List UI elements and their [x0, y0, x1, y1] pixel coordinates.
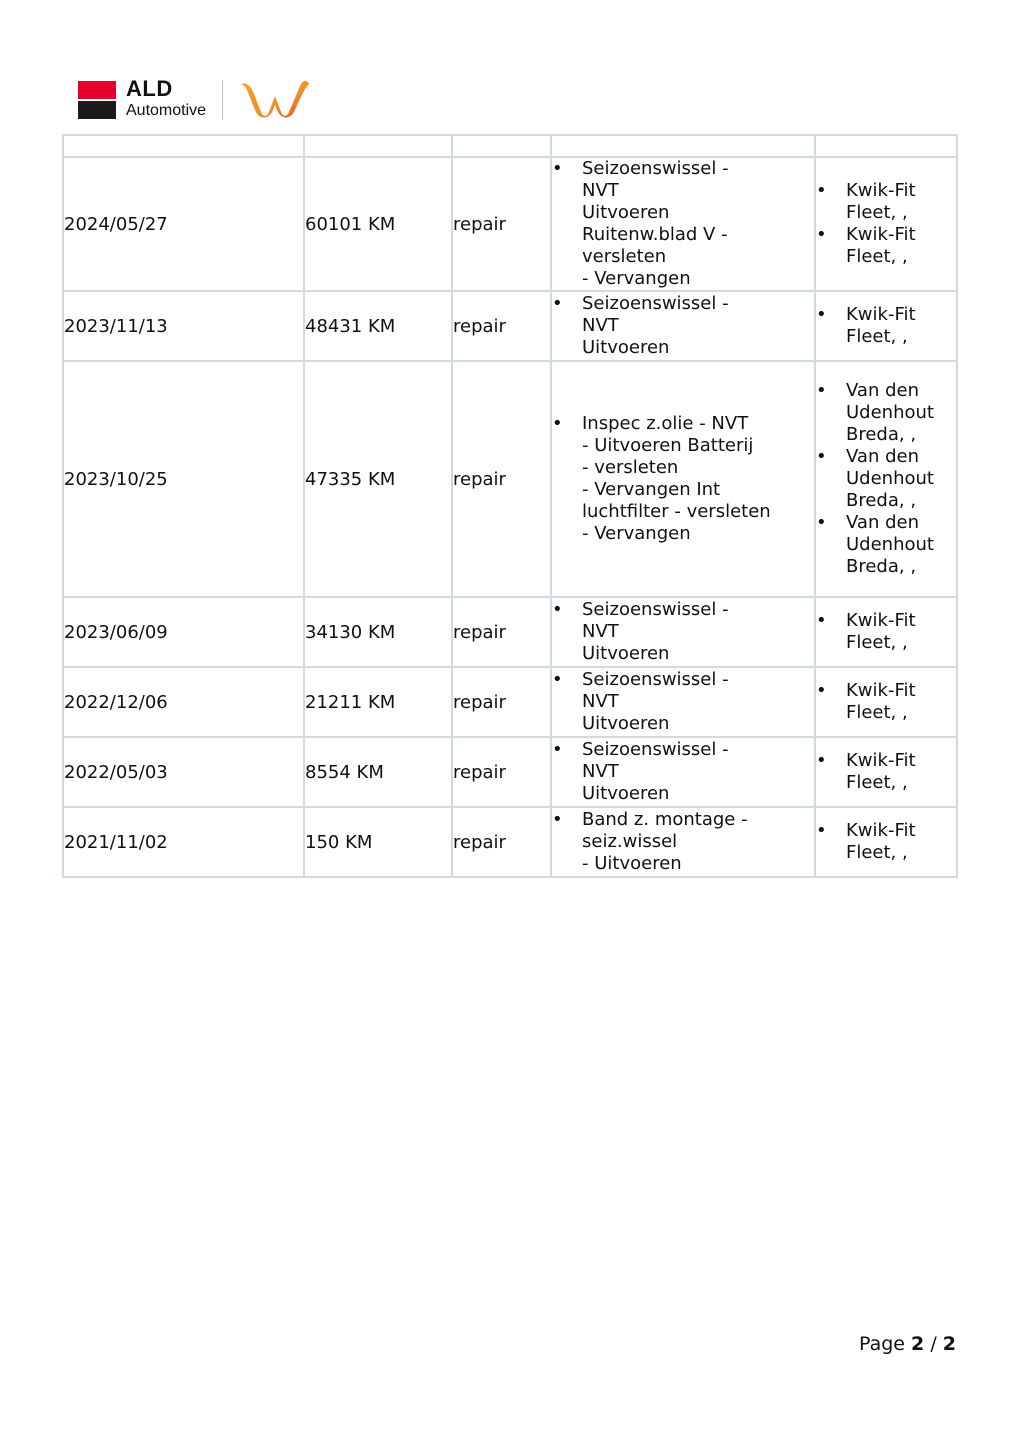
description-list	[552, 158, 814, 290]
type-cell: repair	[452, 807, 551, 877]
supplier-item	[816, 750, 956, 794]
km-cell: 60101 KM	[304, 157, 452, 291]
supplier-item	[816, 180, 956, 224]
description-cell	[551, 291, 815, 361]
supplier-cell	[815, 291, 957, 361]
supplier-item	[816, 380, 956, 446]
ald-name: ALD	[126, 75, 173, 101]
supplier-line: Kwik-Fit	[846, 750, 916, 771]
leaseplan-logo	[239, 76, 311, 120]
table-row	[63, 737, 957, 807]
supplier-line: Fleet, ,	[846, 842, 908, 863]
table-row	[63, 361, 957, 597]
supplier-item	[816, 224, 956, 268]
supplier-line: Fleet, ,	[846, 326, 908, 347]
page-separator: /	[930, 1333, 937, 1355]
supplier-line: Kwik-Fit	[846, 304, 916, 325]
date-cell: 2023/11/13	[63, 291, 304, 361]
supplier-cell	[815, 667, 957, 737]
leaseplan-logo-text: LeasePlan	[258, 87, 293, 106]
supplier-line: Kwik-Fit	[846, 820, 916, 841]
supplier-list	[816, 820, 956, 864]
supplier-list	[816, 680, 956, 724]
ald-subtitle: Automotive	[126, 101, 207, 119]
supplier-line: Fleet, ,	[846, 246, 908, 267]
description-line: - versleten	[582, 457, 679, 478]
table-row	[63, 291, 957, 361]
type-cell: repair	[452, 737, 551, 807]
km-cell: 47335 KM	[304, 361, 452, 597]
maintenance-history-table	[62, 134, 958, 878]
page-current: 2	[911, 1333, 925, 1355]
bullet-icon: •	[816, 380, 827, 401]
supplier-line: Breda, ,	[846, 556, 917, 577]
description-line: NVT	[582, 315, 619, 336]
description-line: Seizoenswissel -	[582, 599, 729, 620]
header-cell-km	[304, 135, 452, 157]
supplier-line: Udenhout	[846, 468, 934, 489]
description-cell	[551, 361, 815, 597]
description-line: - Uitvoeren	[582, 853, 682, 874]
description-line: Uitvoeren	[582, 337, 670, 358]
bullet-icon: •	[552, 809, 563, 830]
page-label: Page	[858, 1333, 905, 1355]
km-cell: 34130 KM	[304, 597, 452, 667]
supplier-line: Fleet, ,	[846, 202, 908, 223]
description-list	[552, 293, 814, 359]
supplier-list	[816, 610, 956, 654]
supplier-line: Van den	[846, 512, 919, 533]
supplier-line: Breda, ,	[846, 490, 917, 511]
bullet-icon: •	[816, 750, 827, 771]
km-cell: 8554 KM	[304, 737, 452, 807]
description-cell	[551, 597, 815, 667]
description-item	[552, 809, 814, 875]
ald-logo-text	[126, 75, 207, 119]
description-item	[552, 669, 814, 735]
description-item	[552, 413, 814, 545]
bullet-icon: •	[816, 512, 827, 533]
description-line: Ruitenw.blad V -	[582, 224, 728, 245]
supplier-line: Fleet, ,	[846, 772, 908, 793]
supplier-cell	[815, 597, 957, 667]
date-cell: 2024/05/27	[63, 157, 304, 291]
supplier-line: Udenhout	[846, 402, 934, 423]
description-line: Uitvoeren	[582, 713, 670, 734]
description-line: - Vervangen	[582, 268, 691, 289]
description-line: Seizoenswissel -	[582, 293, 729, 314]
table-header-row	[63, 135, 957, 157]
supplier-line: Kwik-Fit	[846, 180, 916, 201]
km-cell: 48431 KM	[304, 291, 452, 361]
description-line: NVT	[582, 691, 619, 712]
description-line: Seizoenswissel -	[582, 158, 729, 179]
table-row	[63, 807, 957, 877]
type-cell: repair	[452, 361, 551, 597]
km-cell: 150 KM	[304, 807, 452, 877]
description-list	[552, 809, 814, 875]
supplier-cell	[815, 157, 957, 291]
table-row	[63, 157, 957, 291]
type-cell: repair	[452, 157, 551, 291]
date-cell: 2022/12/06	[63, 667, 304, 737]
table-row	[63, 597, 957, 667]
type-cell: repair	[452, 597, 551, 667]
logo-divider	[222, 80, 223, 120]
supplier-list	[816, 380, 956, 578]
header-cell-description	[551, 135, 815, 157]
date-cell: 2023/10/25	[63, 361, 304, 597]
supplier-line: Kwik-Fit	[846, 610, 916, 631]
supplier-item	[816, 512, 956, 578]
description-item	[552, 158, 814, 290]
description-line: Uitvoeren	[582, 202, 670, 223]
bullet-icon: •	[552, 158, 563, 179]
supplier-item	[816, 680, 956, 724]
bullet-icon: •	[816, 820, 827, 841]
description-line: NVT	[582, 761, 619, 782]
description-line: Band z. montage -	[582, 809, 748, 830]
bullet-icon: •	[552, 599, 563, 620]
ald-logo-mark	[78, 81, 116, 119]
description-cell	[551, 737, 815, 807]
km-cell: 21211 KM	[304, 667, 452, 737]
description-line: Uitvoeren	[582, 783, 670, 804]
description-cell	[551, 157, 815, 291]
supplier-cell	[815, 361, 957, 597]
supplier-item	[816, 610, 956, 654]
header-cell-date	[63, 135, 304, 157]
bullet-icon: •	[552, 669, 563, 690]
bullet-icon: •	[552, 293, 563, 314]
supplier-line: Kwik-Fit	[846, 680, 916, 701]
description-item	[552, 599, 814, 665]
description-line: Seizoenswissel -	[582, 739, 729, 760]
supplier-line: Fleet, ,	[846, 632, 908, 653]
supplier-item	[816, 820, 956, 864]
bullet-icon: •	[816, 224, 827, 245]
supplier-line: Fleet, ,	[846, 702, 908, 723]
supplier-line: Van den	[846, 446, 919, 467]
description-list	[552, 599, 814, 665]
description-line: - Vervangen	[582, 523, 691, 544]
supplier-item	[816, 446, 956, 512]
bullet-icon: •	[816, 304, 827, 325]
bullet-icon: •	[552, 739, 563, 760]
description-line: Inspec z.olie - NVT	[582, 413, 749, 434]
description-item	[552, 739, 814, 805]
description-item	[552, 293, 814, 359]
page-total: 2	[942, 1333, 956, 1355]
supplier-list	[816, 750, 956, 794]
description-list	[552, 739, 814, 805]
date-cell: 2022/05/03	[63, 737, 304, 807]
type-cell: repair	[452, 667, 551, 737]
description-line: versleten	[582, 246, 667, 267]
description-line: - Vervangen Int	[582, 479, 721, 500]
description-line: NVT	[582, 621, 619, 642]
supplier-list	[816, 304, 956, 348]
description-line: seiz.wissel	[582, 831, 678, 852]
type-cell: repair	[452, 291, 551, 361]
table-row	[63, 667, 957, 737]
header-logos	[78, 76, 311, 120]
description-list	[552, 669, 814, 735]
supplier-line: Van den	[846, 380, 919, 401]
description-line: NVT	[582, 180, 619, 201]
supplier-list	[816, 180, 956, 268]
supplier-item	[816, 304, 956, 348]
description-list	[552, 413, 814, 545]
description-cell	[551, 807, 815, 877]
page-number	[859, 1333, 956, 1355]
description-line: - Uitvoeren Batterij	[582, 435, 754, 456]
supplier-line: Breda, ,	[846, 424, 917, 445]
header-cell-type	[452, 135, 551, 157]
date-cell: 2023/06/09	[63, 597, 304, 667]
bullet-icon: •	[816, 446, 827, 467]
description-cell	[551, 667, 815, 737]
supplier-cell	[815, 807, 957, 877]
description-line: Uitvoeren	[582, 643, 670, 664]
supplier-cell	[815, 737, 957, 807]
date-cell: 2021/11/02	[63, 807, 304, 877]
bullet-icon: •	[816, 610, 827, 631]
description-line: Seizoenswissel -	[582, 669, 729, 690]
supplier-line: Udenhout	[846, 534, 934, 555]
supplier-line: Kwik-Fit	[846, 224, 916, 245]
bullet-icon: •	[816, 180, 827, 201]
header-cell-supplier	[815, 135, 957, 157]
description-line: luchtfilter - versleten	[582, 501, 771, 522]
bullet-icon: •	[816, 680, 827, 701]
bullet-icon: •	[552, 413, 563, 434]
